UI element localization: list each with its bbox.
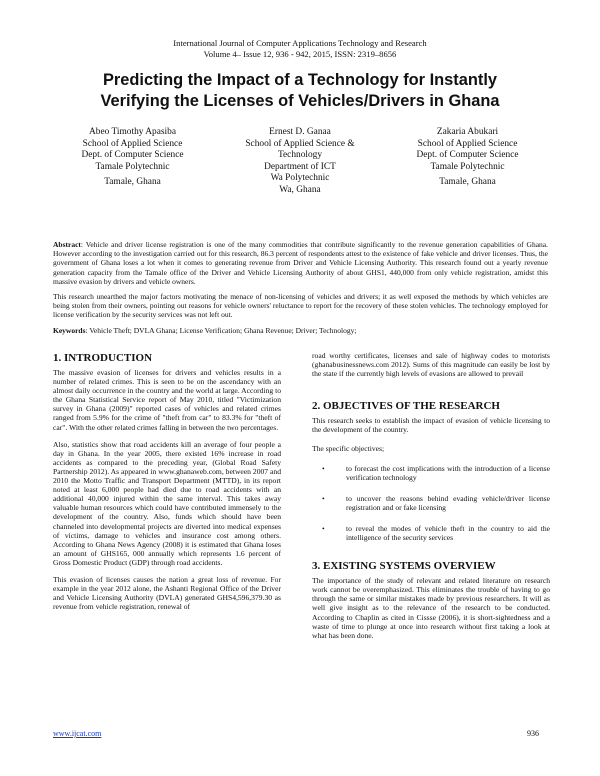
objectives-paragraph-1: This research seeks to establish the impact of evasion of vehicle licensing to the development of the country. xyxy=(312,416,550,435)
author-affiliation: School of Applied Science xyxy=(82,138,183,149)
authors-block xyxy=(50,127,550,197)
existing-systems-heading: 3. EXISTING SYSTEMS OVERVIEW xyxy=(312,560,496,573)
author-city: Tamale, Ghana xyxy=(104,177,161,188)
author-2 xyxy=(218,127,383,197)
abstract-label: Abstract xyxy=(53,240,81,249)
title-line-2: Verifying the Licenses of Vehicles/Drivers in Ghana xyxy=(100,92,500,110)
abstract-paragraph-2: This research unearthed the major factors motivating the menace of non-licensing of vehicles and drivers; it as well exposed the methods by which vehicles are being stolen from their owners, pointing out reasons for vehicle owners' reluctance to report for the recovery of these stolen vehicles. The technology employed for license verification by the security services was not left out. xyxy=(53,292,548,320)
author-affiliation: Technology xyxy=(277,150,323,161)
author-affiliation: Wa Polytechnic xyxy=(270,173,330,184)
introduction-heading: 1. INTRODUCTION xyxy=(53,352,153,364)
abstract-text-1: : Vehicle and driver license registration is one of the many commodities that contribute significantly to the revenue generation capabilities of Ghana. However according to the investigation carried out for this research, 86.3 percent of respondents attest to the existence of fake vehicle and driver licenses. Thus, the government of Ghana loses a lot when it comes to generating revenue from Driver and Vehicle Licensing Authority. This research found out a yearly revenue generation capacity from the Tamale office of the Driver and Vehicle Licensing Authority of about GHS1, 440,000 from only vehicle registration, amidst this massive evasion by drivers and vehicle owners. xyxy=(53,240,548,286)
objective-text: to uncover the reasons behind evading vehicle/driver license registration and or fake licensing xyxy=(346,493,550,512)
author-affiliation: Department of ICT xyxy=(264,161,336,172)
page-number: 936 xyxy=(527,729,539,738)
abstract-section xyxy=(53,240,548,341)
author-affiliation: Tamale Polytechnic xyxy=(95,161,170,172)
objective-text: to reveal the modes of vehicle theft in the country to aid the intelligence of the security services xyxy=(346,523,550,543)
author-name: Ernest D. Ganaa xyxy=(269,127,331,137)
author-affiliation: School of Applied Science & xyxy=(245,138,355,149)
abstract-paragraph-1 xyxy=(53,240,548,286)
intro-paragraph-2: Also, statistics show that road accidents kill an average of four people a day in Ghana. In the year 2005, there existed 16% increase in road accidents as compared to the preceding year, (Global Road Safety Partnership 2012). As appeared in www.ghanaweb.com, between 2007 and 2010 the Motto Traffic and Transport Department (MTTD), in its report noted at least 6,000 people had died due to road accidents with an additional 40,000 injured within the same interval. This takes away valuable human resources which could have contributed immensely to the development of the country. Also, funds which should have been channeled into developmental projects are diverted into medical expenses of victims, damage to vehicles and insurance cost among others. According to Ghana News Agency (2008) it is estimated that Ghana loses an amount of GHS165, 000 annually which represents 1.6 percent of Gross Domestic Product (GDP) through road accidents. xyxy=(53,439,281,567)
right-column xyxy=(312,351,550,648)
keywords-text: : Vehicle Theft; DVLA Ghana; License Verification; Ghana Revenue; Driver; Technology; xyxy=(85,325,357,335)
bullet-icon: • xyxy=(322,523,325,533)
author-city: Tamale, Ghana xyxy=(439,177,496,188)
list-item xyxy=(322,524,550,542)
objective-text: to forecast the cost implications with the introduction of a license verification technology xyxy=(346,463,550,482)
bullet-icon: • xyxy=(322,493,325,503)
intro-paragraph-1: The massive evasion of licenses for drivers and vehicles results in a number of related crimes. This is seen to be on the ascendancy with an almost daily occurrence in the country and the world at large. According to the Ghana Statistical Service report of May 2010, titled "Victimization survey in Ghana (2009)" reported cases of vehicles and related crimes ranged from 5.9% for the crime of "theft from car" to 83.3% for "theft of car". With the other related crimes falling in between the two percentages. xyxy=(53,368,281,432)
author-affiliation: Dept. of Computer Science xyxy=(416,150,519,161)
existing-systems-paragraph: The importance of the study of relevant and related literature on research work cannot be overemphasized. This eliminates the trouble of having to go through the same or similar mistakes made by previous researchers. It will as well give insight as to the relevance of the research to be conducted. According to Chaplin as cited in Cissse (2006), it is short-sightedness and a waste of time to plunge at once into research without first taking a look at what has been done. xyxy=(312,576,550,640)
author-affiliation: Tamale Polytechnic xyxy=(430,161,505,172)
bullet-icon: • xyxy=(322,463,325,473)
right-paragraph-1: road worthy certificates, licenses and sale of highway codes to motorists (ghanabusinessnews.com 2012). Sums of this magnitude can easily be lost by the state if the currently high levels of evasions are allowed to prevail xyxy=(312,351,550,379)
author-affiliation: Dept. of Computer Science xyxy=(81,150,184,161)
author-affiliation: School of Applied Science xyxy=(417,138,518,149)
title-line-1: Predicting the Impact of a Technology for Instantly xyxy=(102,71,498,89)
objectives-list xyxy=(312,464,550,543)
author-1 xyxy=(50,127,215,197)
list-item xyxy=(322,464,550,482)
author-name: Abeo Timothy Apasiba xyxy=(89,127,176,137)
journal-volume: Volume 4– Issue 12, 936 - 942, 2015, ISSN: 2319–8656 xyxy=(203,49,397,59)
author-name: Zakaria Abukari xyxy=(436,127,499,137)
journal-header xyxy=(0,38,600,60)
intro-paragraph-3: This evasion of licenses causes the nation a great loss of revenue. For example in the year 2012 alone, the Ashanti Regional Office of the Driver and Vehicle Licensing Authority (DVLA) generated GHS4,596,379.30 as revenue from vehicle registration, renewal of xyxy=(53,574,281,612)
author-3 xyxy=(385,127,550,197)
keywords-paragraph xyxy=(53,326,548,335)
left-column xyxy=(53,352,281,619)
keywords-label: Keywords xyxy=(53,325,86,335)
objectives-paragraph-2: The specific objectives; xyxy=(312,444,385,454)
author-city: Wa, Ghana xyxy=(279,184,321,195)
objectives-heading: 2. OBJECTIVES OF THE RESEARCH xyxy=(312,400,500,413)
paper-title xyxy=(40,70,560,112)
journal-name: International Journal of Computer Applications Technology and Research xyxy=(173,38,427,48)
journal-website-link[interactable]: www.ijcat.com xyxy=(53,729,102,738)
list-item xyxy=(322,494,550,512)
